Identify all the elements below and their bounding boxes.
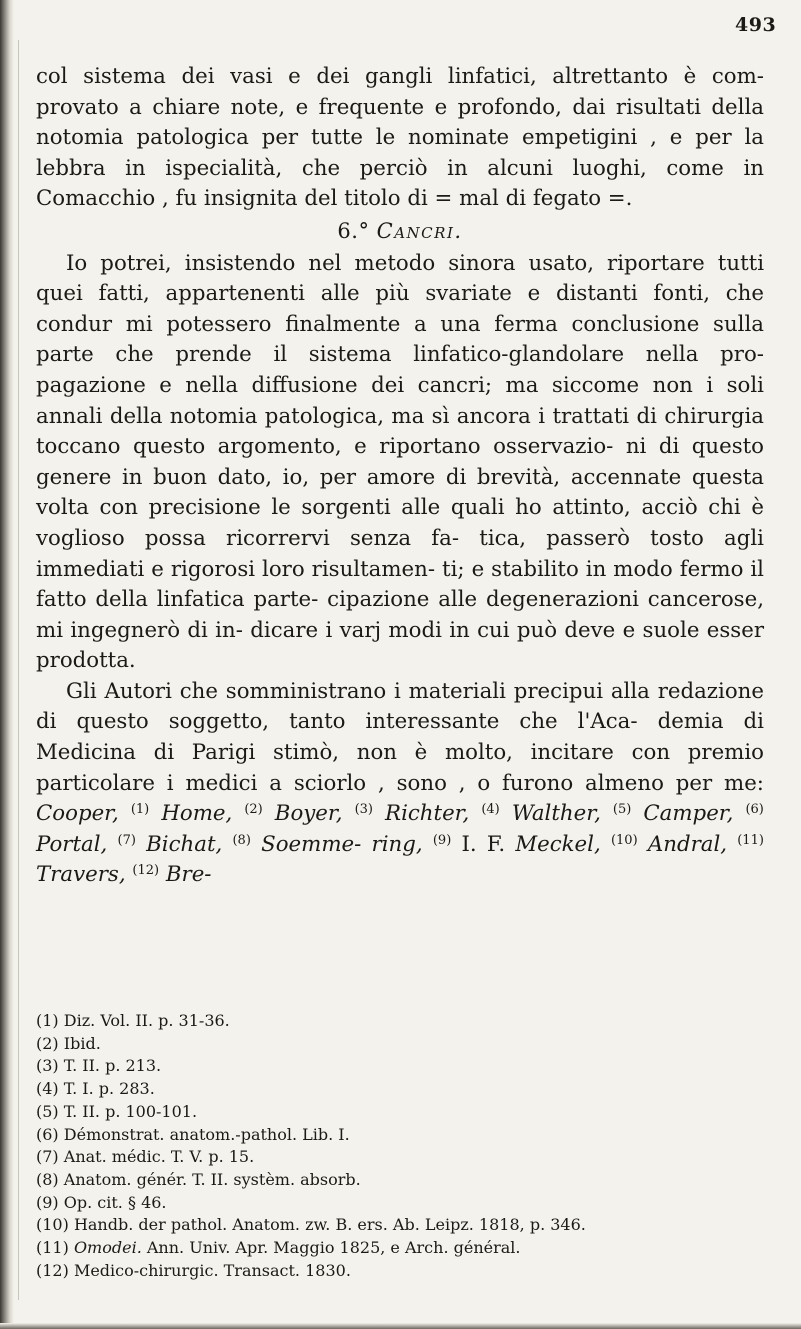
footnote-number: (11) (36, 1238, 69, 1258)
author-name: Camper, (643, 801, 734, 827)
paragraph-1 (36, 62, 764, 215)
footnote-text: Ibid. (63, 1033, 101, 1053)
footnote-ref[interactable]: (12) (132, 863, 160, 879)
text-line: e per la lebbra in ispecialità, che perciò in alcuni luoghi, (36, 125, 764, 181)
author-name: Travers, (36, 862, 126, 888)
footnote (36, 1078, 764, 1101)
footnote-number: (12) (36, 1260, 69, 1280)
text-line: accennate questa volta con precisione le sorgenti alle quali (36, 464, 765, 521)
text-line: tutti quei fatti, appartenenti alle più svariate e distanti fonti, (36, 250, 764, 307)
author-name: ring, (371, 831, 423, 857)
page-bottom-edge (0, 1323, 801, 1329)
footnote-text: Handb. der pathol. Anatom. zw. B. ers. Ab. Leipz. 1818, p. 346. (73, 1215, 586, 1235)
text-line: come in Comacchio , fu insignita del titolo di = mal di (36, 155, 764, 212)
page-number: 493 (735, 14, 777, 36)
book-spine-shadow (0, 0, 14, 1329)
author-name: Cooper, (36, 801, 119, 827)
footnotes (36, 1010, 764, 1282)
text-line: Io potrei, insistendo nel metodo sinora usato, riportare (66, 250, 705, 276)
text-line: redazione di questo soggetto, tanto interessante che l'Aca- (36, 678, 764, 735)
text-line: cipazione alle degenerazioni cancerose, mi ingegnerò di in- (36, 587, 764, 643)
section-title: Cancri. (376, 218, 463, 243)
footnote (36, 1146, 764, 1169)
footnote-number: (7) (36, 1147, 59, 1167)
footnote-author: Omodei. (73, 1238, 142, 1258)
footnote-number: (3) (36, 1056, 59, 1076)
footnote-number: (8) (36, 1169, 59, 1189)
author-name: Bre- (165, 862, 212, 888)
author-name: Walther, (511, 801, 601, 827)
footnote-ref[interactable]: (10) (610, 832, 638, 848)
text-line: con premio particolare i medici a sciorlo , sono , o furono (36, 740, 764, 796)
footnote-text: Anatom. génér. T. II. systèm. absorb. (63, 1169, 361, 1189)
footnote (36, 1169, 764, 1192)
footnote-ref[interactable]: (4) (481, 802, 500, 818)
page-fold-line (18, 40, 19, 1300)
footnote (36, 1055, 764, 1078)
footnote-number: (10) (36, 1215, 69, 1235)
section-heading (36, 215, 764, 249)
author-name: Meckel, (515, 831, 601, 857)
paragraph-2 (36, 249, 764, 677)
footnote-text: Diz. Vol. II. p. 31-36. (63, 1011, 230, 1030)
author-initials: I. F. (461, 831, 506, 857)
footnote-number: (1) (36, 1011, 59, 1030)
footnote-ref[interactable]: (11) (737, 832, 764, 848)
footnote-number: (5) (36, 1101, 59, 1121)
text-line: ni di questo genere in buon dato, io, per amore di brevità, (36, 434, 764, 490)
footnote (36, 1010, 764, 1033)
footnote-ref[interactable]: (8) (232, 832, 251, 848)
author-name: Home, (161, 801, 233, 827)
text-line: ho attinto, acciò chi è voglioso possa ricorrervi senza fa- (36, 495, 764, 551)
footnote (36, 1101, 764, 1124)
footnote-ref[interactable]: (3) (354, 802, 373, 818)
text-line: della notomia patologica per tutte le nominate empetigini , (36, 94, 764, 151)
footnote (36, 1214, 764, 1237)
text-line: annali della notomia patologica, ma sì ancora i trattati di (36, 403, 657, 429)
footnote-number: (4) (36, 1079, 59, 1099)
section-number: 6.° (337, 218, 370, 243)
text-line: sulla parte che prende il sistema linfatico-glandolare nella pro- (36, 311, 764, 368)
text-line: che condur mi potessero finalmente a una ferma conclusione (36, 281, 764, 337)
author-name: Soemme- (261, 831, 362, 857)
footnote-text: Op. cit. § 46. (63, 1192, 167, 1212)
text-line: almeno per me: (585, 770, 764, 796)
text-line: demia di Medicina di Parigi stimò, non è molto, incitare (36, 709, 764, 766)
footnote-ref[interactable]: (5) (612, 802, 632, 818)
footnote-text: T. II. p. 100-101. (63, 1101, 198, 1121)
footnote-text: Ann. Univ. Apr. Maggio 1825, e Arch. général. (146, 1238, 521, 1258)
author-name: Richter, (385, 801, 470, 827)
footnote-text: T. I. p. 283. (63, 1079, 155, 1099)
author-name: Portal, (36, 831, 108, 857)
footnote-number: (2) (36, 1033, 59, 1053)
paragraph-3 (36, 677, 764, 891)
footnote-ref[interactable]: (2) (244, 802, 263, 818)
author-name: Boyer, (274, 801, 343, 827)
footnote-text: Démonstrat. anatom.-pathol. Lib. I. (63, 1124, 350, 1144)
text-line: tica, passerò tosto agli immediati e rigorosi loro risultamen- (36, 525, 764, 582)
footnote-text: Anat. médic. T. V. p. 15. (63, 1147, 255, 1167)
footnote (36, 1124, 764, 1147)
footnote-ref[interactable]: (1) (130, 802, 150, 818)
author-name: Bichat, (146, 831, 223, 857)
footnote-text: Medico-chirurgic. Transact. 1830. (73, 1260, 351, 1280)
footnote (36, 1192, 764, 1215)
footnote-number: (6) (36, 1124, 59, 1144)
text-line: chirurgia toccano questo argomento, e riportano osservazio- (36, 403, 764, 460)
footnote-ref[interactable]: (6) (745, 802, 764, 818)
main-text (36, 62, 764, 891)
footnote (36, 1237, 764, 1260)
footnote-text: T. II. p. 213. (63, 1056, 162, 1076)
footnote (36, 1033, 764, 1056)
text-line: dicare i varj modi in cui può deve e suole esser prodotta. (36, 617, 764, 674)
author-name: Andral, (647, 831, 728, 857)
text-line: pagazione e nella diffusione dei cancri; ma siccome non i soli (36, 372, 764, 398)
footnote-number: (9) (36, 1192, 59, 1212)
text-line: fegato =. (532, 186, 633, 212)
text-line: Gli Autori che somministrano i materiali precipui alla (66, 678, 650, 704)
footnote-ref[interactable]: (9) (432, 832, 452, 848)
text-line: col sistema dei vasi e dei gangli linfatici, altrettanto è com- (36, 64, 764, 89)
footnote (36, 1260, 764, 1283)
footnote-ref[interactable]: (7) (117, 832, 136, 848)
text-line: provato a chiare note, e frequente e profondo, dai risultati (36, 94, 701, 120)
text-line: ti; e stabilito in modo fermo il fatto della linfatica parte- (36, 556, 764, 613)
